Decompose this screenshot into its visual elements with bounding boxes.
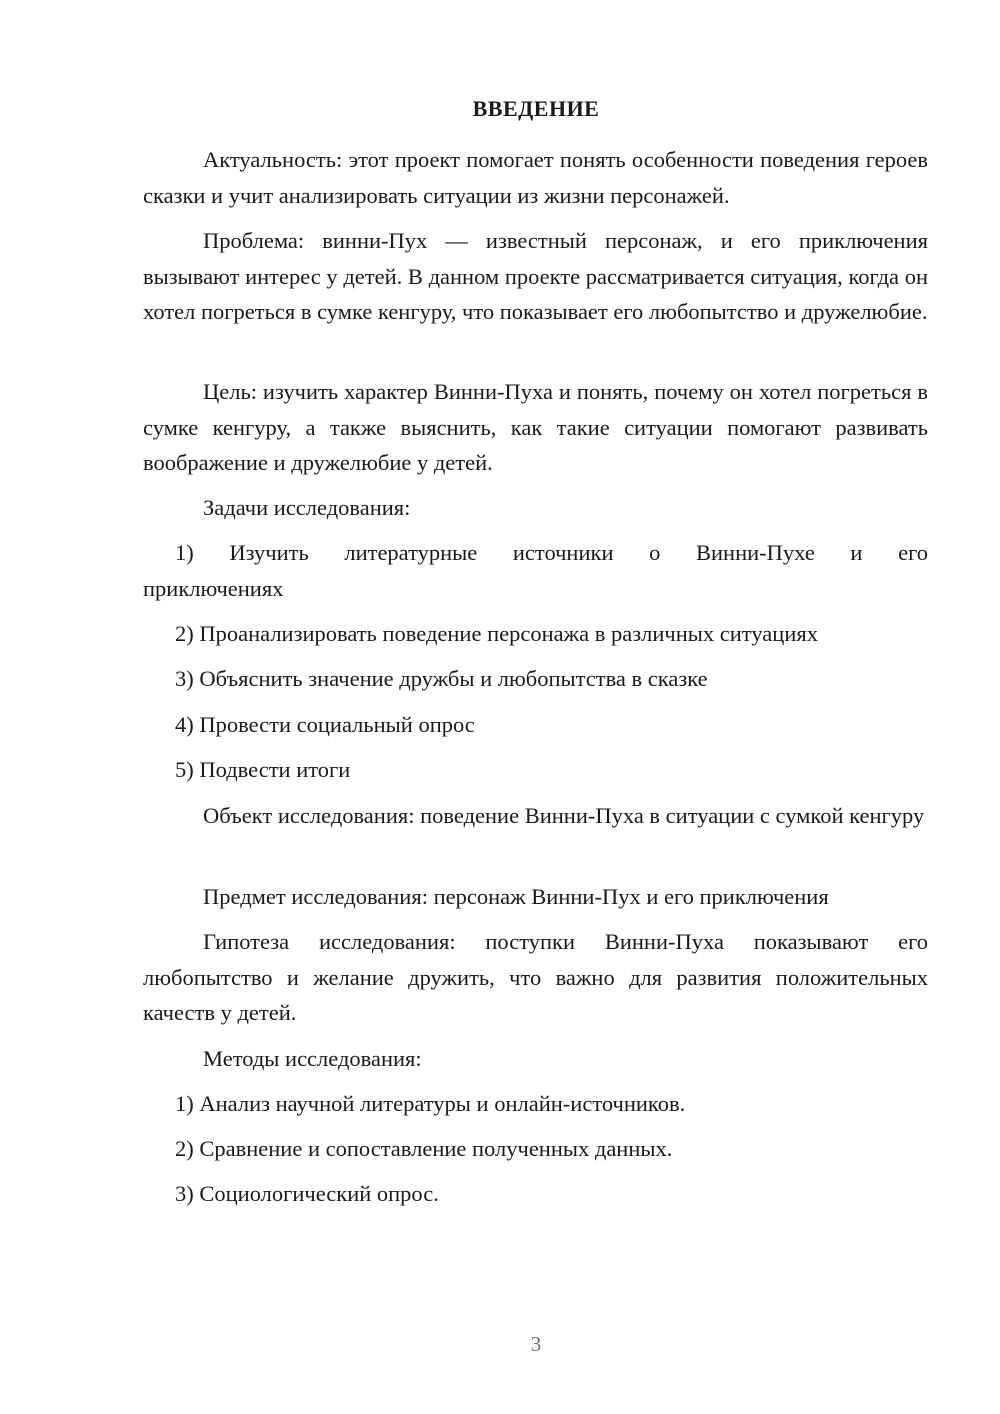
task-item-4: 4) Провести социальный опрос <box>175 712 475 737</box>
task-item-3: 3) Объяснить значение дружбы и любопытства в сказке <box>175 666 708 691</box>
relevance-paragraph: Актуальность: этот проект помогает понять особенности поведения героев сказки и учит анализировать ситуации из жизни персонажей. <box>143 147 928 208</box>
subject-paragraph: Предмет исследования: персонаж Винни-Пух и его приключения <box>203 884 829 909</box>
tasks-heading: Задачи исследования: <box>203 495 411 520</box>
page-title: ВВЕДЕНИЕ <box>472 96 600 121</box>
problem-paragraph: Проблема: винни-Пух — известный персонаж, и его приключения вызывают интерес у детей. В данном проекте рассматривается ситуация, когда он хотел погреться в сумке кенгуру, что показывает его любопытство и дружелюбие. <box>143 228 928 324</box>
task-item-2: 2) Проанализировать поведение персонажа в различных ситуациях <box>175 621 818 646</box>
hypothesis-paragraph: Гипотеза исследования: поступки Винни-Пуха показывают его любопытство и желание дружить, что важно для развития положительных качеств у детей. <box>143 929 928 1025</box>
task-item-1: 1) Изучить литературные источники о Винни-Пухе и его приключениях <box>143 540 928 601</box>
method-item-3: 3) Социологический опрос. <box>175 1181 439 1206</box>
goal-paragraph: Цель: изучить характер Винни-Пуха и понять, почему он хотел погреться в сумке кенгуру, а также выяснить, как такие ситуации помогают развивать воображение и дружелюбие у детей. <box>143 379 928 475</box>
methods-heading: Методы исследования: <box>203 1046 422 1071</box>
method-item-2: 2) Сравнение и сопоставление полученных данных. <box>175 1136 673 1161</box>
method-item-1: 1) Анализ научной литературы и онлайн-источников. <box>175 1091 686 1116</box>
task-item-5: 5) Подвести итоги <box>175 757 351 782</box>
object-paragraph: Объект исследования: поведение Винни-Пуха в ситуации с сумкой кенгуру <box>203 803 925 828</box>
page-number: 3 <box>530 1332 542 1356</box>
